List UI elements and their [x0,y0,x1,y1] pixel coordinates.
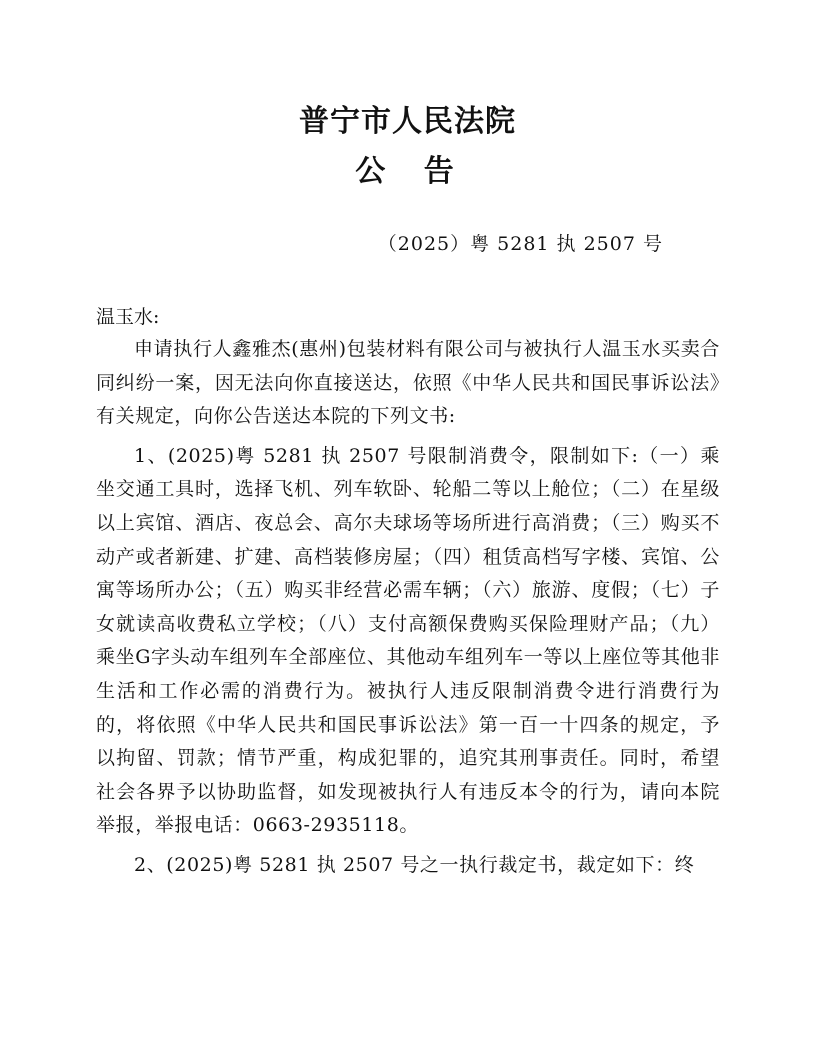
notice-title-heading: 公 告 [355,154,468,189]
intro-paragraph: 申请执行人鑫雅杰(惠州)包装材料有限公司与被执行人温玉水买卖合同纠纷一案，因无法向你直接送达，依照《中华人民共和国民事诉讼法》有关规定，向你公告送达本院的下列文书: [96,338,720,428]
item-2-paragraph: 2、(2025)粤 5281 执 2507 号之一执行裁定书，裁定如下：终 [134,853,695,876]
notice-body [96,333,720,883]
addressee: 温玉水: [96,306,160,328]
court-name-heading: 普宁市人民法院 [299,104,516,139]
item-1-paragraph: 1、(2025)粤 5281 执 2507 号限制消费令，限制如下:（一）乘坐交通工具时，选择飞机、列车软卧、轮船二等以上舱位；（二）在星级以上宾馆、酒店、夜总会、高尔夫球场等场所进行高消费；（三）购买不动产或者新建、扩建、高档装修房屋；（四）租赁高档写字楼、宾馆、公寓等场所办公；（五）购买非经营必需车辆；（六）旅游、度假；（七）子女就读高收费私立学校；（八）支付高额保费购买保险理财产品；（九）乘坐G字头动车组列车全部座位、其他动车组列车一等以上座位等其他非生活和工作必需的消费行为。被执行人违反限制消费令进行消费行为的，将依照《中华人民共和国民事诉讼法》第一百一十四条的规定，予以拘留、罚款；情节严重，构成犯罪的，追究其刑事责任。同时，希望社会各界予以协助监督，如发现被执行人有违反本令的行为，请向本院举报，举报电话：0663-2935118。 [96,444,720,837]
case-number: （2025）粤 5281 执 2507 号 [377,233,663,255]
